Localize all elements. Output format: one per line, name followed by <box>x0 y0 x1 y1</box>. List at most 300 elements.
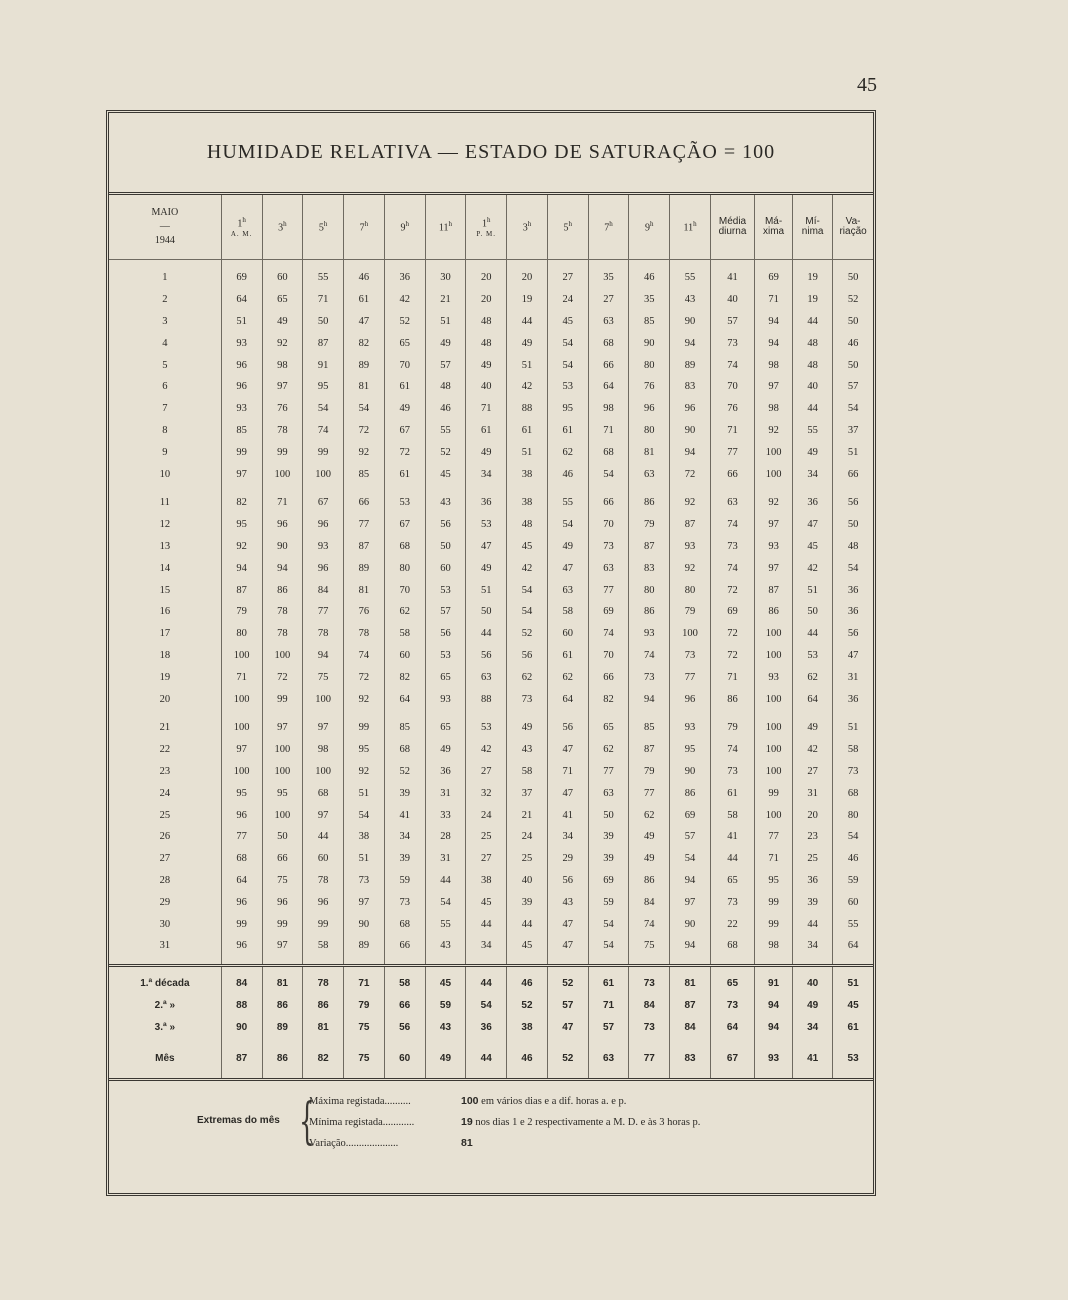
summary-cell: 49 <box>793 995 833 1017</box>
table-cell: 96 <box>221 804 262 826</box>
table-cell: 100 <box>755 717 793 739</box>
extremas-label: Extremas do mês <box>197 1114 280 1126</box>
table-cell: 45 <box>507 935 548 957</box>
spacer-cell <box>109 965 221 973</box>
table-cell: 38 <box>507 463 548 485</box>
spacer-cell <box>303 710 344 717</box>
table-row <box>109 289 873 311</box>
spacer-cell <box>547 965 588 973</box>
table-cell: 31 <box>793 782 833 804</box>
variacao-line <box>309 1137 473 1149</box>
month-label: MAIO <box>151 207 179 218</box>
spacer-cell <box>793 710 833 717</box>
table-cell: 66 <box>344 492 385 514</box>
table-cell: 43 <box>425 492 466 514</box>
table-cell: 60 <box>262 267 303 289</box>
table-cell: 85 <box>629 311 670 333</box>
table-cell: 40 <box>507 870 548 892</box>
table-cell: 100 <box>755 688 793 710</box>
spacer-cell <box>344 485 385 492</box>
spacer-cell <box>755 485 793 492</box>
table-cell: 38 <box>344 826 385 848</box>
table-cell: 88 <box>507 398 548 420</box>
table-cell: 71 <box>466 398 507 420</box>
spacer-row <box>109 485 873 492</box>
table-cell: 44 <box>793 398 833 420</box>
table-cell: 51 <box>507 441 548 463</box>
table-cell: 66 <box>384 935 425 957</box>
table-cell: 52 <box>833 289 873 311</box>
spacer-cell <box>466 710 507 717</box>
table-cell: 66 <box>262 848 303 870</box>
spacer-row <box>109 1039 873 1048</box>
table-cell: 86 <box>710 688 754 710</box>
table-cell: 56 <box>466 645 507 667</box>
table-cell: 94 <box>303 645 344 667</box>
table-cell: 75 <box>303 666 344 688</box>
hour-header: 5$^h$ <box>547 195 588 260</box>
summary-cell: 81 <box>262 973 303 995</box>
minima-label: Mínima registada............ <box>309 1116 415 1128</box>
table-cell: 72 <box>262 666 303 688</box>
spacer-row <box>109 957 873 966</box>
table-cell: 47 <box>547 782 588 804</box>
table-cell: 66 <box>833 463 873 485</box>
table-cell: 89 <box>344 935 385 957</box>
spacer-cell <box>670 965 711 973</box>
table-row <box>109 420 873 442</box>
table-cell: 98 <box>755 354 793 376</box>
humidity-table <box>109 195 873 1078</box>
table-cell: 73 <box>710 761 754 783</box>
table-row <box>109 666 873 688</box>
table-cell: 50 <box>303 311 344 333</box>
table-cell: 62 <box>629 804 670 826</box>
table-cell: 63 <box>466 666 507 688</box>
table-cell: 82 <box>588 688 629 710</box>
table-cell: 93 <box>303 536 344 558</box>
table-cell: 78 <box>303 870 344 892</box>
table-cell: 64 <box>588 376 629 398</box>
table-cell: 83 <box>629 557 670 579</box>
table-cell: 68 <box>588 332 629 354</box>
table-cell: 31 <box>425 782 466 804</box>
day-label: 11 <box>159 497 170 509</box>
table-cell: 92 <box>670 492 711 514</box>
table-cell: 79 <box>221 601 262 623</box>
table-cell: 99 <box>303 913 344 935</box>
table-cell: 85 <box>344 463 385 485</box>
table-cell: 27 <box>466 761 507 783</box>
table-row <box>109 311 873 333</box>
table-cell: 78 <box>303 623 344 645</box>
table-cell: 65 <box>710 870 754 892</box>
table-cell: 56 <box>425 514 466 536</box>
minima-line <box>309 1116 700 1128</box>
table-cell: 96 <box>670 688 711 710</box>
table-cell: 70 <box>710 376 754 398</box>
table-cell: 53 <box>425 645 466 667</box>
spacer-cell <box>588 965 629 973</box>
table-cell: 50 <box>833 267 873 289</box>
summary-cell: 77 <box>629 1048 670 1078</box>
table-cell: 92 <box>755 420 793 442</box>
spacer-cell <box>629 965 670 973</box>
table-cell: 55 <box>547 492 588 514</box>
table-cell: 77 <box>755 826 793 848</box>
maxima-line <box>309 1095 626 1107</box>
table-cell: 54 <box>303 398 344 420</box>
table-cell: 74 <box>710 354 754 376</box>
table-cell: 96 <box>629 398 670 420</box>
spacer-cell <box>466 485 507 492</box>
minima-header: Mí- nima <box>793 195 833 260</box>
table-cell: 67 <box>384 420 425 442</box>
table-cell: 55 <box>670 267 711 289</box>
table-cell: 85 <box>629 717 670 739</box>
table-cell: 36 <box>833 579 873 601</box>
table-title: HUMIDADE RELATIVA — ESTADO DE SATURAÇÃO = 100 <box>109 113 873 195</box>
table-cell: 100 <box>303 463 344 485</box>
table-cell: 77 <box>670 666 711 688</box>
table-cell: 84 <box>303 579 344 601</box>
maxima-label: Máxima registada.......... <box>309 1095 411 1107</box>
table-cell: 67 <box>384 514 425 536</box>
table-cell: 82 <box>221 492 262 514</box>
table-cell: 87 <box>629 536 670 558</box>
table-cell: 92 <box>344 441 385 463</box>
hour-header: 11$^h$ <box>425 195 466 260</box>
table-cell: 48 <box>507 514 548 536</box>
table-cell: 72 <box>384 441 425 463</box>
summary-cell: 46 <box>507 1048 548 1078</box>
table-cell: 35 <box>629 289 670 311</box>
summary-cell: 84 <box>221 973 262 995</box>
table-cell: 36 <box>466 492 507 514</box>
day-label: 17 <box>159 628 171 640</box>
table-cell: 86 <box>629 601 670 623</box>
table-row <box>109 688 873 710</box>
table-cell: 40 <box>793 376 833 398</box>
spacer-cell <box>466 957 507 966</box>
spacer-cell <box>425 957 466 966</box>
table-row <box>109 623 873 645</box>
table-cell: 45 <box>425 463 466 485</box>
table-cell: 73 <box>710 536 754 558</box>
summary-cell: 88 <box>221 995 262 1017</box>
summary-cell: 65 <box>710 973 754 995</box>
table-cell: 39 <box>793 891 833 913</box>
table-cell: 19 <box>507 289 548 311</box>
table-cell: 90 <box>629 332 670 354</box>
table-cell: 42 <box>466 739 507 761</box>
table-cell: 93 <box>629 623 670 645</box>
table-cell: 79 <box>670 601 711 623</box>
table-row <box>109 804 873 826</box>
spacer-cell <box>262 485 303 492</box>
table-cell: 54 <box>547 514 588 536</box>
table-cell: 61 <box>547 645 588 667</box>
table-cell: 99 <box>262 688 303 710</box>
table-cell: 94 <box>670 441 711 463</box>
spacer-cell <box>793 485 833 492</box>
table-cell: 68 <box>221 848 262 870</box>
day-label: 26 <box>159 831 171 843</box>
table-cell: 73 <box>588 536 629 558</box>
day-label: 2 <box>162 294 168 306</box>
table-cell: 49 <box>384 398 425 420</box>
spacer-cell <box>755 1039 793 1048</box>
table-cell: 95 <box>221 514 262 536</box>
table-cell: 67 <box>303 492 344 514</box>
table-cell: 34 <box>793 463 833 485</box>
table-cell: 100 <box>262 761 303 783</box>
table-row <box>109 935 873 957</box>
summary-cell: 51 <box>833 973 873 995</box>
table-cell: 54 <box>588 935 629 957</box>
summary-cell: 40 <box>793 973 833 995</box>
table-cell: 63 <box>710 492 754 514</box>
table-cell: 48 <box>425 376 466 398</box>
spacer-cell <box>466 1039 507 1048</box>
day-label: 1 <box>162 272 168 284</box>
table-cell: 54 <box>588 463 629 485</box>
table-cell: 73 <box>710 332 754 354</box>
table-row <box>109 463 873 485</box>
table-cell: 52 <box>384 761 425 783</box>
table-cell: 46 <box>344 267 385 289</box>
table-cell: 76 <box>344 601 385 623</box>
table-cell: 100 <box>303 688 344 710</box>
table-cell: 96 <box>670 398 711 420</box>
spacer-cell <box>833 957 873 966</box>
table-cell: 49 <box>793 441 833 463</box>
table-cell: 56 <box>833 623 873 645</box>
table-cell: 100 <box>221 645 262 667</box>
table-cell: 41 <box>710 267 754 289</box>
table-cell: 46 <box>833 848 873 870</box>
table-row <box>109 717 873 739</box>
table-cell: 54 <box>833 398 873 420</box>
summary-cell: 86 <box>262 1048 303 1078</box>
spacer-cell <box>588 1039 629 1048</box>
day-label: 3 <box>162 315 168 327</box>
table-cell: 25 <box>793 848 833 870</box>
table-cell: 49 <box>793 717 833 739</box>
summary-cell: 45 <box>833 995 873 1017</box>
table-cell: 97 <box>303 804 344 826</box>
table-cell: 87 <box>629 739 670 761</box>
spacer-cell <box>793 957 833 966</box>
table-cell: 44 <box>710 848 754 870</box>
summary-cell: 79 <box>344 995 385 1017</box>
table-cell: 96 <box>303 891 344 913</box>
table-cell: 68 <box>710 935 754 957</box>
table-cell: 21 <box>425 289 466 311</box>
spacer-cell <box>629 1039 670 1048</box>
spacer-cell <box>670 957 711 966</box>
table-cell: 99 <box>221 913 262 935</box>
summary-label: 2.ª » <box>154 1000 176 1012</box>
table-cell: 69 <box>588 601 629 623</box>
table-cell: 93 <box>670 717 711 739</box>
table-cell: 79 <box>710 717 754 739</box>
table-cell: 90 <box>670 311 711 333</box>
table-cell: 45 <box>507 536 548 558</box>
table-cell: 92 <box>755 492 793 514</box>
summary-cell: 84 <box>670 1017 711 1039</box>
table-cell: 50 <box>425 536 466 558</box>
table-cell: 51 <box>344 848 385 870</box>
table-cell: 89 <box>670 354 711 376</box>
table-cell: 43 <box>507 739 548 761</box>
table-cell: 100 <box>262 645 303 667</box>
table-cell: 20 <box>466 267 507 289</box>
day-label: 15 <box>159 584 171 596</box>
summary-cell: 44 <box>466 1048 507 1078</box>
spacer-cell <box>221 260 262 268</box>
table-cell: 96 <box>262 891 303 913</box>
table-cell: 94 <box>755 311 793 333</box>
table-cell: 20 <box>793 804 833 826</box>
table-cell: 95 <box>344 739 385 761</box>
spacer-cell <box>384 957 425 966</box>
day-label: 10 <box>159 468 171 480</box>
table-cell: 51 <box>221 311 262 333</box>
spacer-cell <box>755 710 793 717</box>
table-cell: 82 <box>344 332 385 354</box>
table-cell: 49 <box>629 826 670 848</box>
table-cell: 27 <box>547 267 588 289</box>
table-cell: 100 <box>755 463 793 485</box>
table-cell: 93 <box>755 666 793 688</box>
table-cell: 59 <box>384 870 425 892</box>
table-row <box>109 848 873 870</box>
table-cell: 48 <box>793 332 833 354</box>
table-cell: 31 <box>425 848 466 870</box>
spacer-cell <box>344 1039 385 1048</box>
table-cell: 79 <box>629 761 670 783</box>
table-cell: 43 <box>425 935 466 957</box>
table-cell: 57 <box>425 354 466 376</box>
table-cell: 78 <box>262 623 303 645</box>
table-cell: 48 <box>466 311 507 333</box>
table-cell: 53 <box>547 376 588 398</box>
day-label: 5 <box>162 359 168 371</box>
spacer-cell <box>710 710 754 717</box>
day-label: 23 <box>159 765 171 777</box>
summary-cell: 57 <box>547 995 588 1017</box>
hour-header: 1$^h$ A. M. <box>221 195 262 260</box>
table-cell: 95 <box>221 782 262 804</box>
table-cell: 33 <box>425 804 466 826</box>
table-row <box>109 913 873 935</box>
table-cell: 92 <box>344 761 385 783</box>
summary-label: Mês <box>155 1053 175 1065</box>
table-cell: 90 <box>344 913 385 935</box>
table-cell: 100 <box>221 688 262 710</box>
table-cell: 77 <box>221 826 262 848</box>
summary-cell: 58 <box>384 973 425 995</box>
spacer-cell <box>384 485 425 492</box>
table-cell: 55 <box>833 913 873 935</box>
day-label: 4 <box>162 337 168 349</box>
table-row <box>109 514 873 536</box>
table-cell: 94 <box>221 557 262 579</box>
table-cell: 94 <box>629 688 670 710</box>
table-cell: 57 <box>670 826 711 848</box>
summary-cell: 86 <box>303 995 344 1017</box>
table-cell: 79 <box>629 514 670 536</box>
table-cell: 53 <box>793 645 833 667</box>
table-cell: 71 <box>755 289 793 311</box>
table-cell: 42 <box>793 739 833 761</box>
table-cell: 62 <box>384 601 425 623</box>
table-cell: 27 <box>793 761 833 783</box>
table-cell: 100 <box>755 804 793 826</box>
table-cell: 94 <box>670 870 711 892</box>
table-cell: 36 <box>793 492 833 514</box>
spacer-cell <box>670 260 711 268</box>
table-cell: 57 <box>710 311 754 333</box>
hour-header: 3$^h$ <box>262 195 303 260</box>
summary-cell: 53 <box>833 1048 873 1078</box>
table-cell: 66 <box>588 666 629 688</box>
summary-cell: 73 <box>629 973 670 995</box>
table-cell: 48 <box>833 536 873 558</box>
variacao-value: 81 <box>461 1136 473 1149</box>
table-cell: 99 <box>262 913 303 935</box>
table-cell: 71 <box>547 761 588 783</box>
day-label: 12 <box>159 519 171 531</box>
table-cell: 70 <box>588 645 629 667</box>
table-cell: 27 <box>466 848 507 870</box>
spacer-cell <box>833 965 873 973</box>
table-cell: 85 <box>384 717 425 739</box>
table-cell: 85 <box>221 420 262 442</box>
table-cell: 92 <box>262 332 303 354</box>
spacer-cell <box>109 260 221 268</box>
table-cell: 58 <box>384 623 425 645</box>
hour-header: 7$^h$ <box>588 195 629 260</box>
table-cell: 63 <box>588 557 629 579</box>
table-cell: 62 <box>507 666 548 688</box>
table-cell: 30 <box>425 267 466 289</box>
table-cell: 50 <box>262 826 303 848</box>
table-cell: 47 <box>547 557 588 579</box>
summary-cell: 67 <box>710 1048 754 1078</box>
table-row <box>109 579 873 601</box>
table-cell: 71 <box>710 666 754 688</box>
table-cell: 90 <box>670 913 711 935</box>
summary-cell: 78 <box>303 973 344 995</box>
table-cell: 98 <box>262 354 303 376</box>
table-cell: 74 <box>629 913 670 935</box>
table-cell: 52 <box>507 623 548 645</box>
table-cell: 66 <box>710 463 754 485</box>
table-cell: 77 <box>588 579 629 601</box>
table-cell: 80 <box>833 804 873 826</box>
table-cell: 97 <box>344 891 385 913</box>
summary-cell: 84 <box>629 995 670 1017</box>
table-cell: 19 <box>793 289 833 311</box>
table-cell: 23 <box>793 826 833 848</box>
table-cell: 53 <box>384 492 425 514</box>
spacer-cell <box>425 710 466 717</box>
table-cell: 94 <box>670 935 711 957</box>
spacer-cell <box>588 485 629 492</box>
table-row <box>109 441 873 463</box>
